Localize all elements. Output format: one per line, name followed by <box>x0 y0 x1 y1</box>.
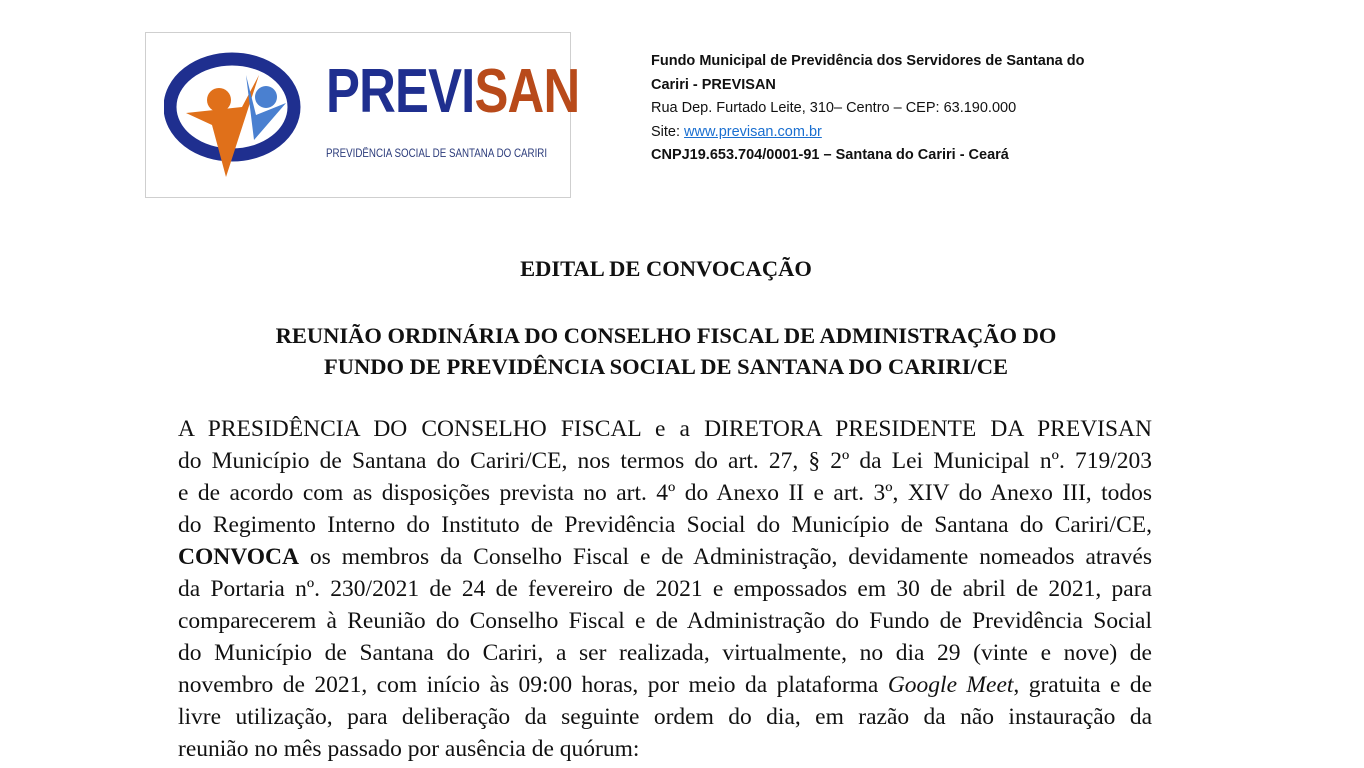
body-text: novembro de 2021, com início às 09:00 horas, por meio da plataforma <box>178 672 879 698</box>
google-meet-italic: Google Meet <box>887 672 1014 698</box>
body-line <box>178 541 1152 573</box>
subtitle-line: FUNDO DE PREVIDÊNCIA SOCIAL DE SANTANA DO CARIRI/CE <box>323 354 1009 379</box>
body-line <box>178 669 1152 701</box>
org-site <box>651 121 1085 145</box>
body-line: comparecerem à Reunião do Conselho Fiscal e de Administração do Fundo de Previdência Social <box>178 608 1152 634</box>
site-label: Site: <box>651 123 685 140</box>
body-line: do Município de Santana do Cariri/CE, nos termos do art. 27, § 2º da Lei Municipal nº. 719/203 <box>178 448 1152 474</box>
document-title: EDITAL DE CONVOCAÇÃO <box>520 256 812 281</box>
body-line: e de acordo com as disposições prevista no art. 4º do Anexo II e art. 3º, XIV do Anexo III, todos <box>178 480 1152 506</box>
site-link[interactable]: www.previsan.com.br <box>684 123 822 140</box>
body-text: os membros da Conselho Fiscal e de Administração, devidamente nomeados através <box>298 544 1152 570</box>
logo-emblem-icon <box>164 45 314 185</box>
org-address: Rua Dep. Furtado Leite, 310– Centro – CEP: 63.190.000 <box>651 100 1017 116</box>
subtitle-line: REUNIÃO ORDINÁRIA DO CONSELHO FISCAL DE ADMINISTRAÇÃO DO <box>275 323 1057 348</box>
body-text: , gratuita e de <box>1013 672 1152 698</box>
logo-wordmark: PREVISAN <box>326 57 580 126</box>
body-line: do Município de Santana do Cariri, a ser realizada, virtualmente, no dia 29 (vinte e nove) de <box>178 640 1152 666</box>
body-line: da Portaria nº. 230/2021 de 24 de fevereiro de 2021 e empossados em 30 de abril de 2021, para <box>178 576 1152 602</box>
org-cnpj: CNPJ19.653.704/0001-91 – Santana do Cariri - Ceará <box>651 147 1009 163</box>
document-subtitle <box>0 320 1332 382</box>
body-line: A PRESIDÊNCIA DO CONSELHO FISCAL e a DIRETORA PRESIDENTE DA PREVISAN <box>178 416 1152 442</box>
body-line: reunião no mês passado por ausência de quórum: <box>178 736 640 762</box>
previsan-logo <box>145 32 580 198</box>
org-name-line2: Cariri - PREVISAN <box>651 76 776 93</box>
body-paragraph <box>178 413 1152 765</box>
convoca-bold: CONVOCA <box>178 544 299 570</box>
logo-tagline: PREVIDÊNCIA SOCIAL DE SANTANA DO CARIRI <box>326 148 548 160</box>
org-name-line1: Fundo Municipal de Previdência dos Servidores de Santana do <box>651 53 1085 69</box>
org-header <box>651 50 1085 168</box>
body-line: livre utilização, para deliberação da seguinte ordem do dia, em razão da não instauração da <box>178 704 1152 730</box>
body-line: do Regimento Interno do Instituto de Previdência Social do Município de Santana do Cariri/CE, <box>178 512 1152 538</box>
